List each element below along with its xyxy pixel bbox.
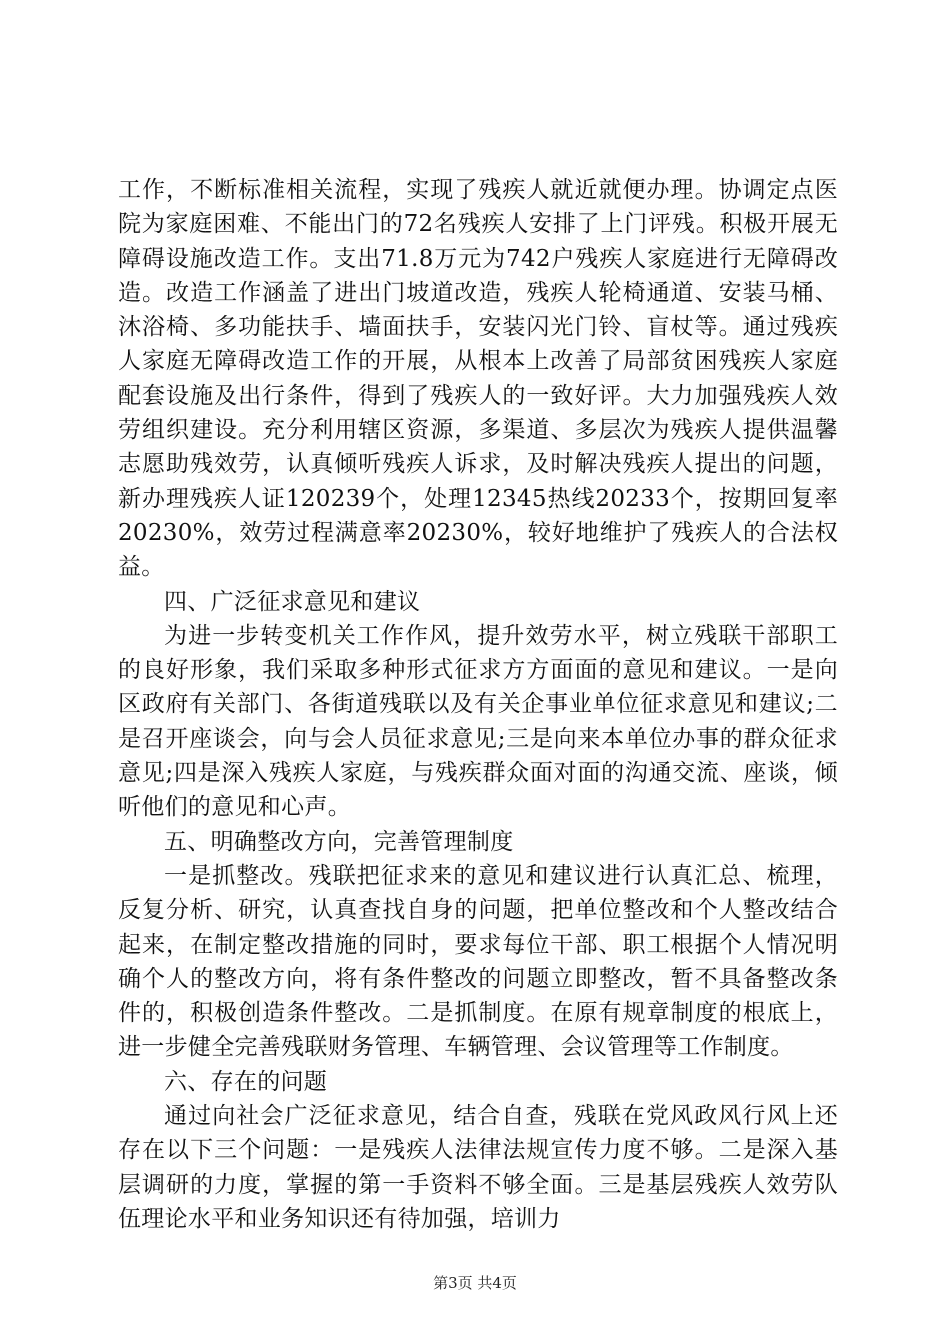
paragraph-body-3: 一是抓整改。残联把征求来的意见和建议进行认真汇总、梳理，反复分析、研究，认真查找自身的问题，把单位整改和个人整改结合起来，在制定整改措施的同时，要求每位干部、职工根据个人情况明确个人的整改方向，将有条件整改的问题立即整改，暂不具备整改条件的，积极创造条件整改。二是抓制度。在原有规章制度的根底上，进一步健全完善残联财务管理、车辆管理、会议管理等工作制度。 [118,862,838,1061]
paragraph-body-1: 工作，不断标准相关流程，实现了残疾人就近就便办理。协调定点医院为家庭困难、不能出门的72名残疾人安排了上门评残。积极开展无障碍设施改造工作。支出71.8万元为742户残疾人家庭进行无障碍改造。改造工作涵盖了进出门坡道改造，残疾人轮椅通道、安装马桶、沐浴椅、多功能扶手、墙面扶手，安装闪光门铃、盲杖等。通过残疾人家庭无障碍改造工作的开展，从根本上改善了局部贫困残疾人家庭配套设施及出行条件，得到了残疾人的一致好评。大力加强残疾人效劳组织建设。充分利用辖区资源，多渠道、多层次为残疾人提供温馨志愿助残效劳，认真倾听残疾人诉求，及时解决残疾人提出的问题，新办理残疾人证120239个，处理12345热线20233个，按期回复率20230%，效劳过程满意率20230%，较好地维护了残疾人的合法权益。 [118,177,838,581]
page-number-label: 第3页 共4页 [433,1274,517,1292]
paragraph-body-2: 为进一步转变机关工作作风，提升效劳水平，树立残联干部职工的良好形象，我们采取多种形式征求方方面面的意见和建议。一是向区政府有关部门、各街道残联以及有关企事业单位征求意见和建议;二是召开座谈会，向与会人员征求意见;三是向来本单位办事的群众征求意见;四是深入残疾人家庭，与残疾群众面对面的沟通交流、座谈，倾听他们的意见和心声。 [118,622,838,821]
paragraph-body-4: 通过向社会广泛征求意见，结合自查，残联在党风政风行风上还存在以下三个问题：一是残疾人法律法规宣传力度不够。二是深入基层调研的力度，掌握的第一手资料不够全面。三是基层残疾人效劳队伍理论水平和业务知识还有待加强，培训力 [118,1103,838,1232]
document-body [118,173,838,1236]
page-footer [0,1272,950,1293]
section-heading-4: 四、广泛征求意见和建议 [164,588,421,615]
section-heading-6: 六、存在的问题 [164,1068,328,1095]
section-heading-5: 五、明确整改方向，完善管理制度 [164,828,514,855]
